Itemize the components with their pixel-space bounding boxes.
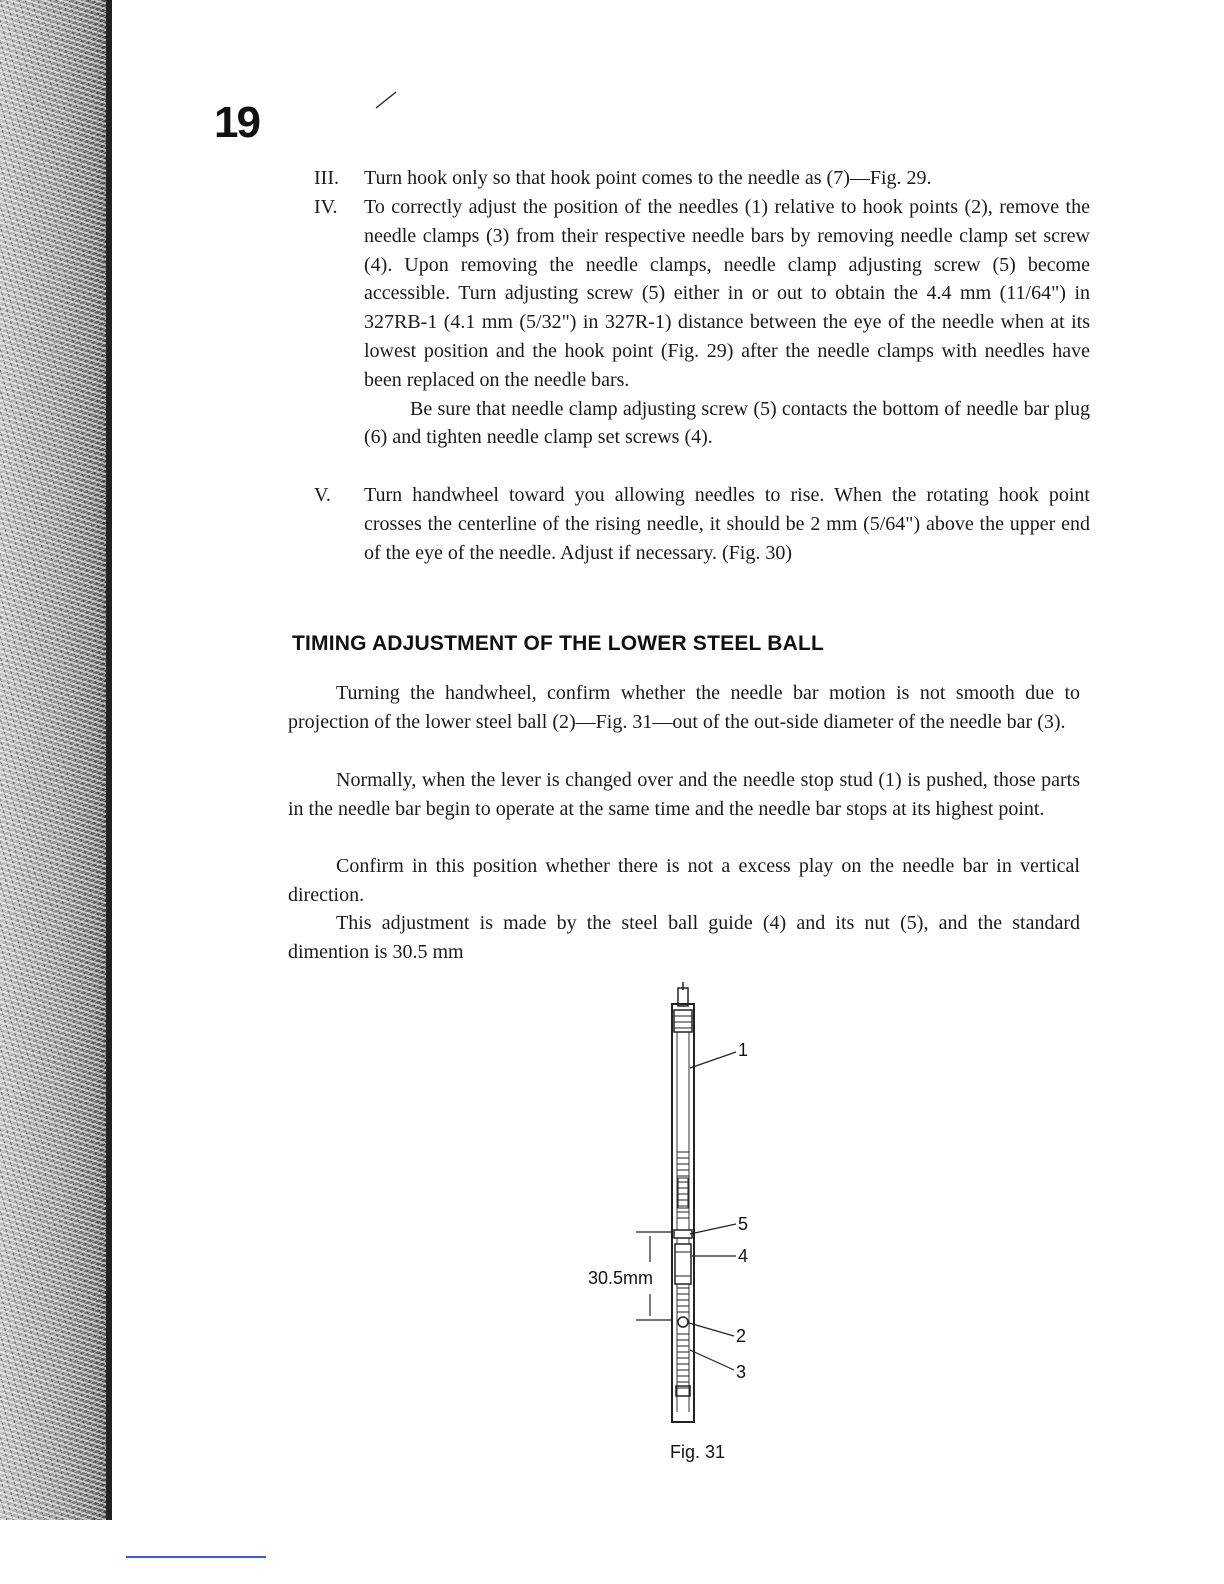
step-text: Turn handwheel toward you allowing needles to rise. When the rotating hook point crosses the centerline of the rising needle, it should be 2 mm (5/64") above the upper end of the eye of the needle. Adjust if necessary. (Fig. 30) [364, 484, 1090, 564]
callout-2: 2 [736, 1326, 747, 1346]
figure-31 [560, 982, 800, 1482]
step-continuation: Be sure that needle clamp adjusting screw (5) contacts the bottom of needle bar plug (6) and tighten needle clamp set screws (4). [364, 397, 1090, 449]
figure-caption: Fig. 31 [670, 1442, 726, 1462]
scanned-binding-edge [0, 0, 112, 1520]
step-iii [314, 164, 1090, 193]
callout-5: 5 [738, 1214, 749, 1234]
paragraph: Turning the handwheel, confirm whether the needle bar motion is not smooth due to projection of the lower steel ball (2)—Fig. 31—out of the out-side diameter of the needle bar (3). [288, 682, 1080, 733]
callout-4: 4 [738, 1246, 749, 1266]
paragraph: Confirm in this position whether there is not a excess play on the needle bar in vertical direction. [288, 855, 1080, 906]
pen-mark [372, 88, 402, 112]
step-text: Turn hook only so that hook point comes to the needle as (7)—Fig. 29. [364, 167, 932, 189]
binding-shadow [106, 0, 112, 1520]
step-text: To correctly adjust the position of the needles (1) relative to hook points (2), remove the needle clamps (3) from their respective needle bars by removing needle clamp set screw (4). Upon removing the needle clamps, needle clamp adjusting screw (5) become accessible. Turn adjusting screw (5) either in or out to obtain the 4.4 mm (11/64") in 327RB-1 (4.1 mm (5/32") in 327R-1) distance between the eye of the needle when at its lowest position and the hook point (Fig. 29) after the needle clamps with needles have been replaced on the needle bars. [364, 196, 1090, 391]
dimension-label: 30.5mm [588, 1268, 654, 1288]
step-iv [314, 193, 1090, 452]
needle-bar-drawing [560, 982, 800, 1482]
page-number: 19 [214, 98, 259, 147]
step-v [314, 481, 1090, 567]
callout-1: 1 [738, 1040, 749, 1060]
step-number: V. [314, 484, 331, 506]
paragraph: This adjustment is made by the steel ball guide (4) and its nut (5), and the standard dimention is 30.5 mm [288, 912, 1080, 963]
step-number: IV. [314, 196, 338, 218]
step-number: III. [314, 167, 339, 189]
section-heading: TIMING ADJUSTMENT OF THE LOWER STEEL BALL [292, 632, 825, 655]
footer-rule [126, 1556, 266, 1558]
callout-3: 3 [736, 1362, 747, 1382]
paragraph: Normally, when the lever is changed over and the needle stop stud (1) is pushed, those parts in the needle bar begin to operate at the same time and the needle bar stops at its highest point. [288, 769, 1080, 820]
